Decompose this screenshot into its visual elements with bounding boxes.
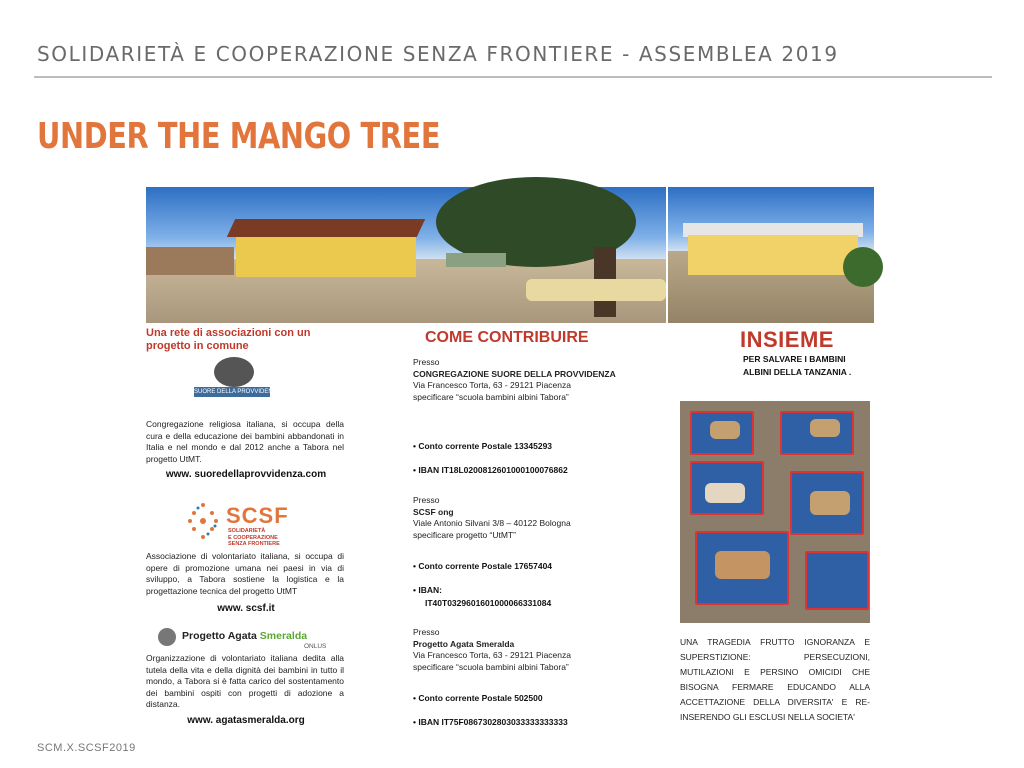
scsf-logo-subtitle: SOLIDARIETÀ E COOPERAZIONE SENZA FRONTIERE xyxy=(228,528,280,547)
flyer-image xyxy=(146,187,874,732)
donation-account-suore: • Conto corrente Postale 13345293 xyxy=(413,441,553,451)
partners-heading: Una rete di associazioni con un progetto in comune xyxy=(146,327,311,352)
donation-iban-scsf: IT40T0329601601000066331084 xyxy=(425,598,552,608)
agata-onlus-label: ONLUS xyxy=(304,643,327,650)
donation-block-agata: Presso Progetto Agata Smeralda Via Francesco Torta, 63 - 29121 Piacenza specificare “scuola bambini albini Tabora” xyxy=(413,627,571,672)
donation-iban-suore: • IBAN IT18L0200812601000100076862 xyxy=(413,465,568,475)
suore-logo: SUORE DELLA PROVVIDENZA xyxy=(194,357,270,407)
donation-account-scsf: • Conto corrente Postale 17657404 xyxy=(413,561,553,571)
donation-block-scsf: Presso SCSF ong Viale Antonio Silvani 3/8 – 40122 Bologna specificare progetto “UtMT” xyxy=(413,495,571,540)
donation-account-agata: • Conto corrente Postale 502500 xyxy=(413,693,543,703)
agata-website: www. agatasmeralda.org xyxy=(187,715,305,726)
slide-title: UNDER THE MANGO TREE xyxy=(37,116,441,157)
scsf-website: www. scsf.it xyxy=(217,603,275,614)
photo-strip xyxy=(146,187,874,323)
suore-website: www. suoredellaprovvidenza.com xyxy=(165,469,327,480)
agata-smeralda-icon xyxy=(158,628,176,646)
school-building-photo xyxy=(668,187,874,323)
insieme-tagline: PER SALVARE I BAMBINI ALBINI DELLA TANZANIA . xyxy=(743,354,852,377)
agata-logo-text: Progetto Agata Smeralda xyxy=(182,630,308,642)
slide-footer: SCM.X.SCSF2019 xyxy=(37,742,136,754)
scsf-logo-text: SCSF xyxy=(226,503,289,528)
insieme-heading: INSIEME xyxy=(740,327,834,352)
scsf-swirl-icon xyxy=(186,499,220,543)
suore-description: Congregazione religiosa italiana, si occupa della cura e della educazione dei bambini abbandonati in Italia e nel mondo e dal 2012 anche a Tabora nel progetto UtMT. xyxy=(146,419,344,464)
donation-iban-label-scsf: • IBAN: xyxy=(413,585,442,595)
children-sleeping-photo xyxy=(680,401,870,623)
scsf-description: Associazione di volontariato italiana, si occupa di opere di promozione umana nei paesi in via di sviluppo, a Tabora sostiene la logistica e la progettazione tecnica del progetto UtMT xyxy=(146,551,344,596)
agata-description: Organizzazione di volontariato italiana dedita alla tutela della vita e della dignità dei bambini in tutto il mondo, a Tabora si è fatta carico del sostentamento dei bambini ospiti con progetti di adozione a distanza. xyxy=(146,653,344,709)
donation-block-suore: Presso CONGREGAZIONE SUORE DELLA PROVVIDENZA Via Francesco Torta, 63 - 29121 Piacenza specificare “scuola bambini albini Tabora” xyxy=(413,357,616,402)
slide-header: SOLIDARIETÀ E COOPERAZIONE SENZA FRONTIERE - ASSEMBLEA 2019 xyxy=(37,42,839,66)
school-panorama-photo xyxy=(146,187,666,323)
tragedy-text: UNA TRAGEDIA FRUTTO IGNORANZA E SUPERSTIZIONE: PERSECUZIONI, MUTILAZIONI E PERSINO OMICIDI CHE BISOGNA FERMARE EDUCANDO ALLA ACCETTAZIONE DELLA DIVERSITA' E RE-INSERENDO GLI ESCLUSI NELLA SOCIETA' xyxy=(680,637,870,722)
donation-iban-agata: • IBAN IT75F0867302803033333333333 xyxy=(413,717,568,727)
donation-heading: COME CONTRIBUIRE xyxy=(425,329,589,346)
header-divider xyxy=(34,76,992,78)
